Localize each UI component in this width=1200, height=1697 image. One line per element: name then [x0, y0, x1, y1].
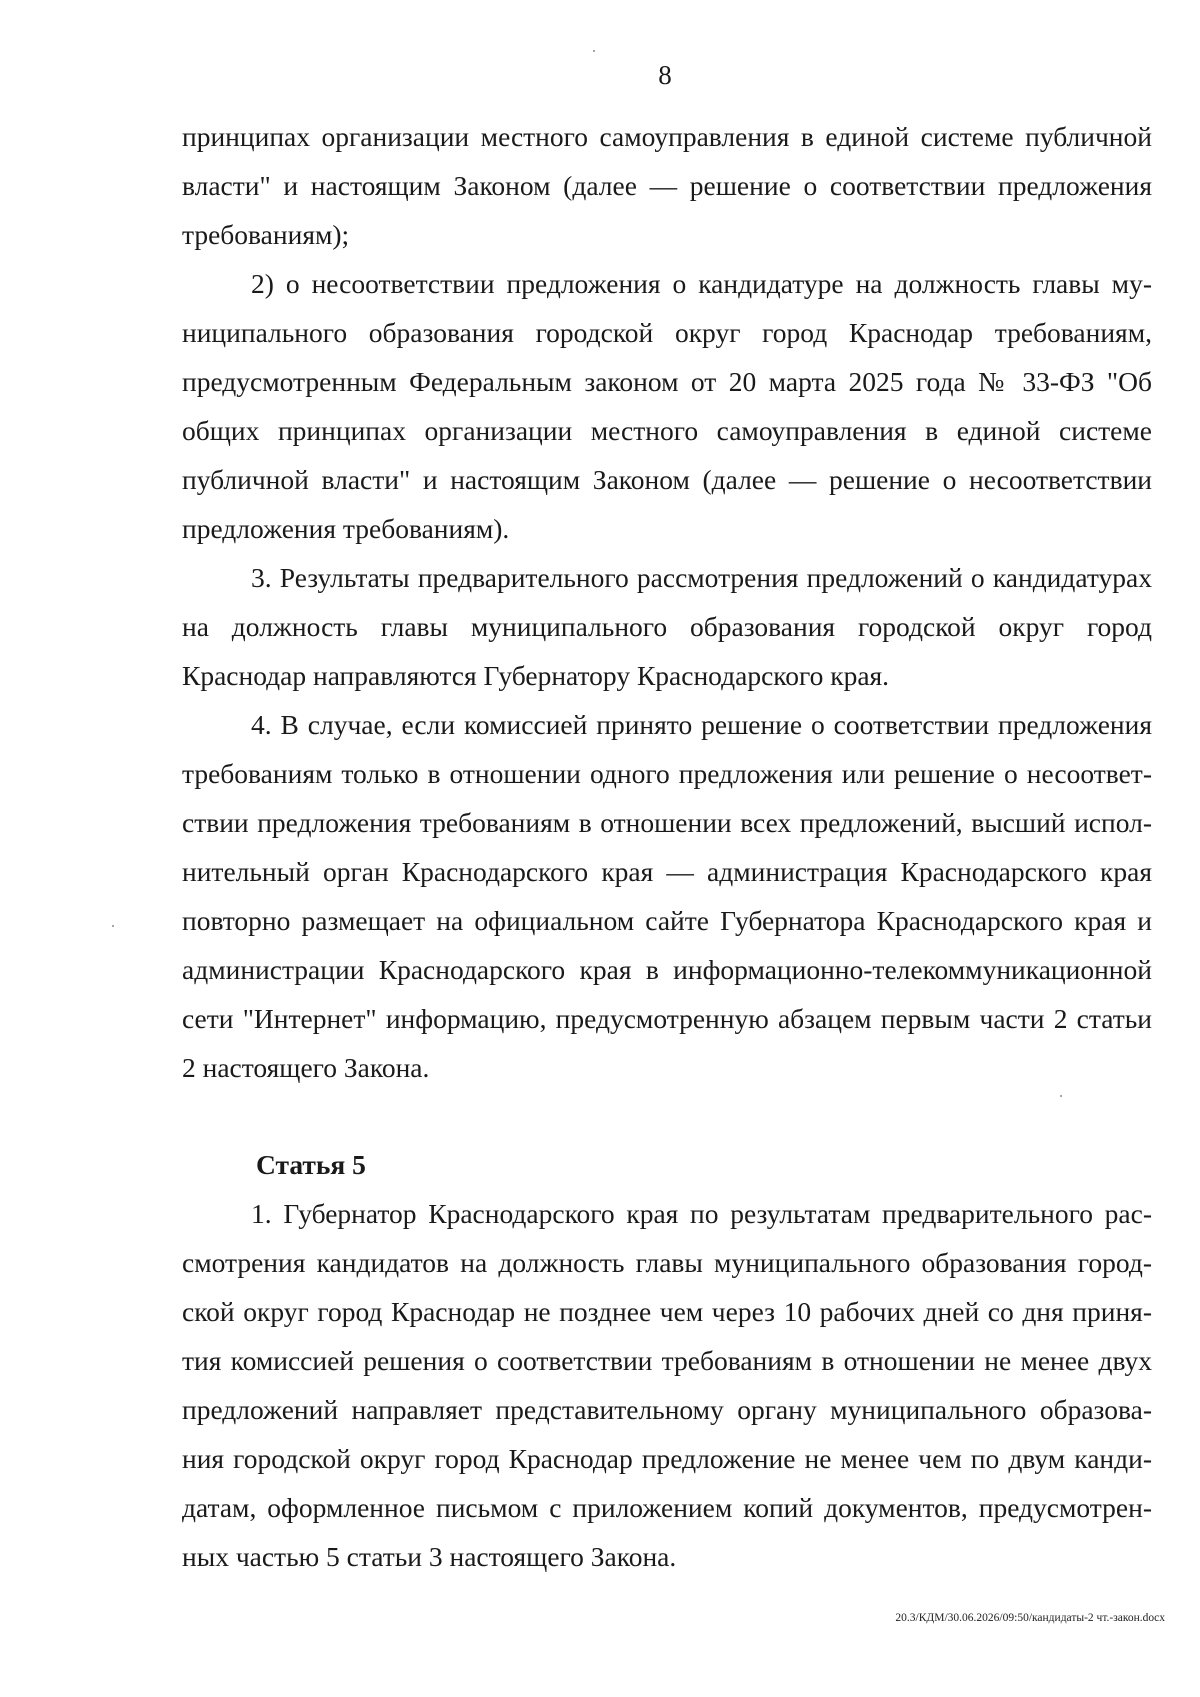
document-body	[182, 112, 1152, 1581]
article-heading: Статья 5	[256, 1149, 366, 1180]
paragraph-item-2: 2) о несоответствии предложения о кандидатуре на должность главы муниципального образования городской округ город Краснодар требованиям, предусмотренным Федеральным законом от 20 марта 2025 года № 33-ФЗ "Об общих принципах организации местного самоуправления в единой системе публичной власти" и настоящим Законом (далее — решение о несоответствии предложения требованиям).	[182, 268, 1152, 544]
page-number: 8	[658, 60, 672, 90]
scan-speck	[1060, 1095, 1062, 1097]
paragraph-continuation: принципах организации местного самоуправления в единой системе публичной власти" и настоящим Законом (далее — решение о соответствии предложения требованиям);	[182, 121, 1152, 250]
paragraph-part-3: 3. Результаты предварительного рассмотрения предложений о кандидатурах на должность главы муниципального образования городской округ город Краснодар направляются Губернатору Краснодарского края.	[182, 562, 1152, 691]
article-paragraph-1: 1. Губернатор Краснодарского края по результатам предварительного рассмотрения кандидатов на должность главы муниципального образования городской округ город Краснодар не позднее чем через 10 рабочих дней со дня принятия комиссией решения о соответствии требованиям в отношении не менее двух предложений направляет представительному органу муниципального образования городской округ город Краснодар предложение не менее чем по двум кандидатам, оформленное письмом с приложением копий документов, предусмотренных частью 5 статьи 3 настоящего Закона.	[182, 1198, 1152, 1572]
document-footer-stamp: 20.3/КДМ/30.06.2026/09:50/кандидаты-2 чт.-закон.docx	[895, 1612, 1165, 1624]
scan-speck	[593, 50, 595, 52]
paragraph-part-4: 4. В случае, если комиссией принято решение о соответствии предложения требованиям только в отношении одного предложения или решение о несоответствии предложения требованиям в отношении всех предложений, высший исполнительный орган Краснодарского края — администрация Краснодарского края повторно размещает на официальном сайте Губернатора Краснодарского края и администрации Краснодарского края в информационно-телекоммуникационной сети "Интернет" информацию, предусмотренную абзацем первым части 2 статьи 2 настоящего Закона.	[182, 709, 1152, 1083]
scan-speck	[112, 925, 114, 927]
